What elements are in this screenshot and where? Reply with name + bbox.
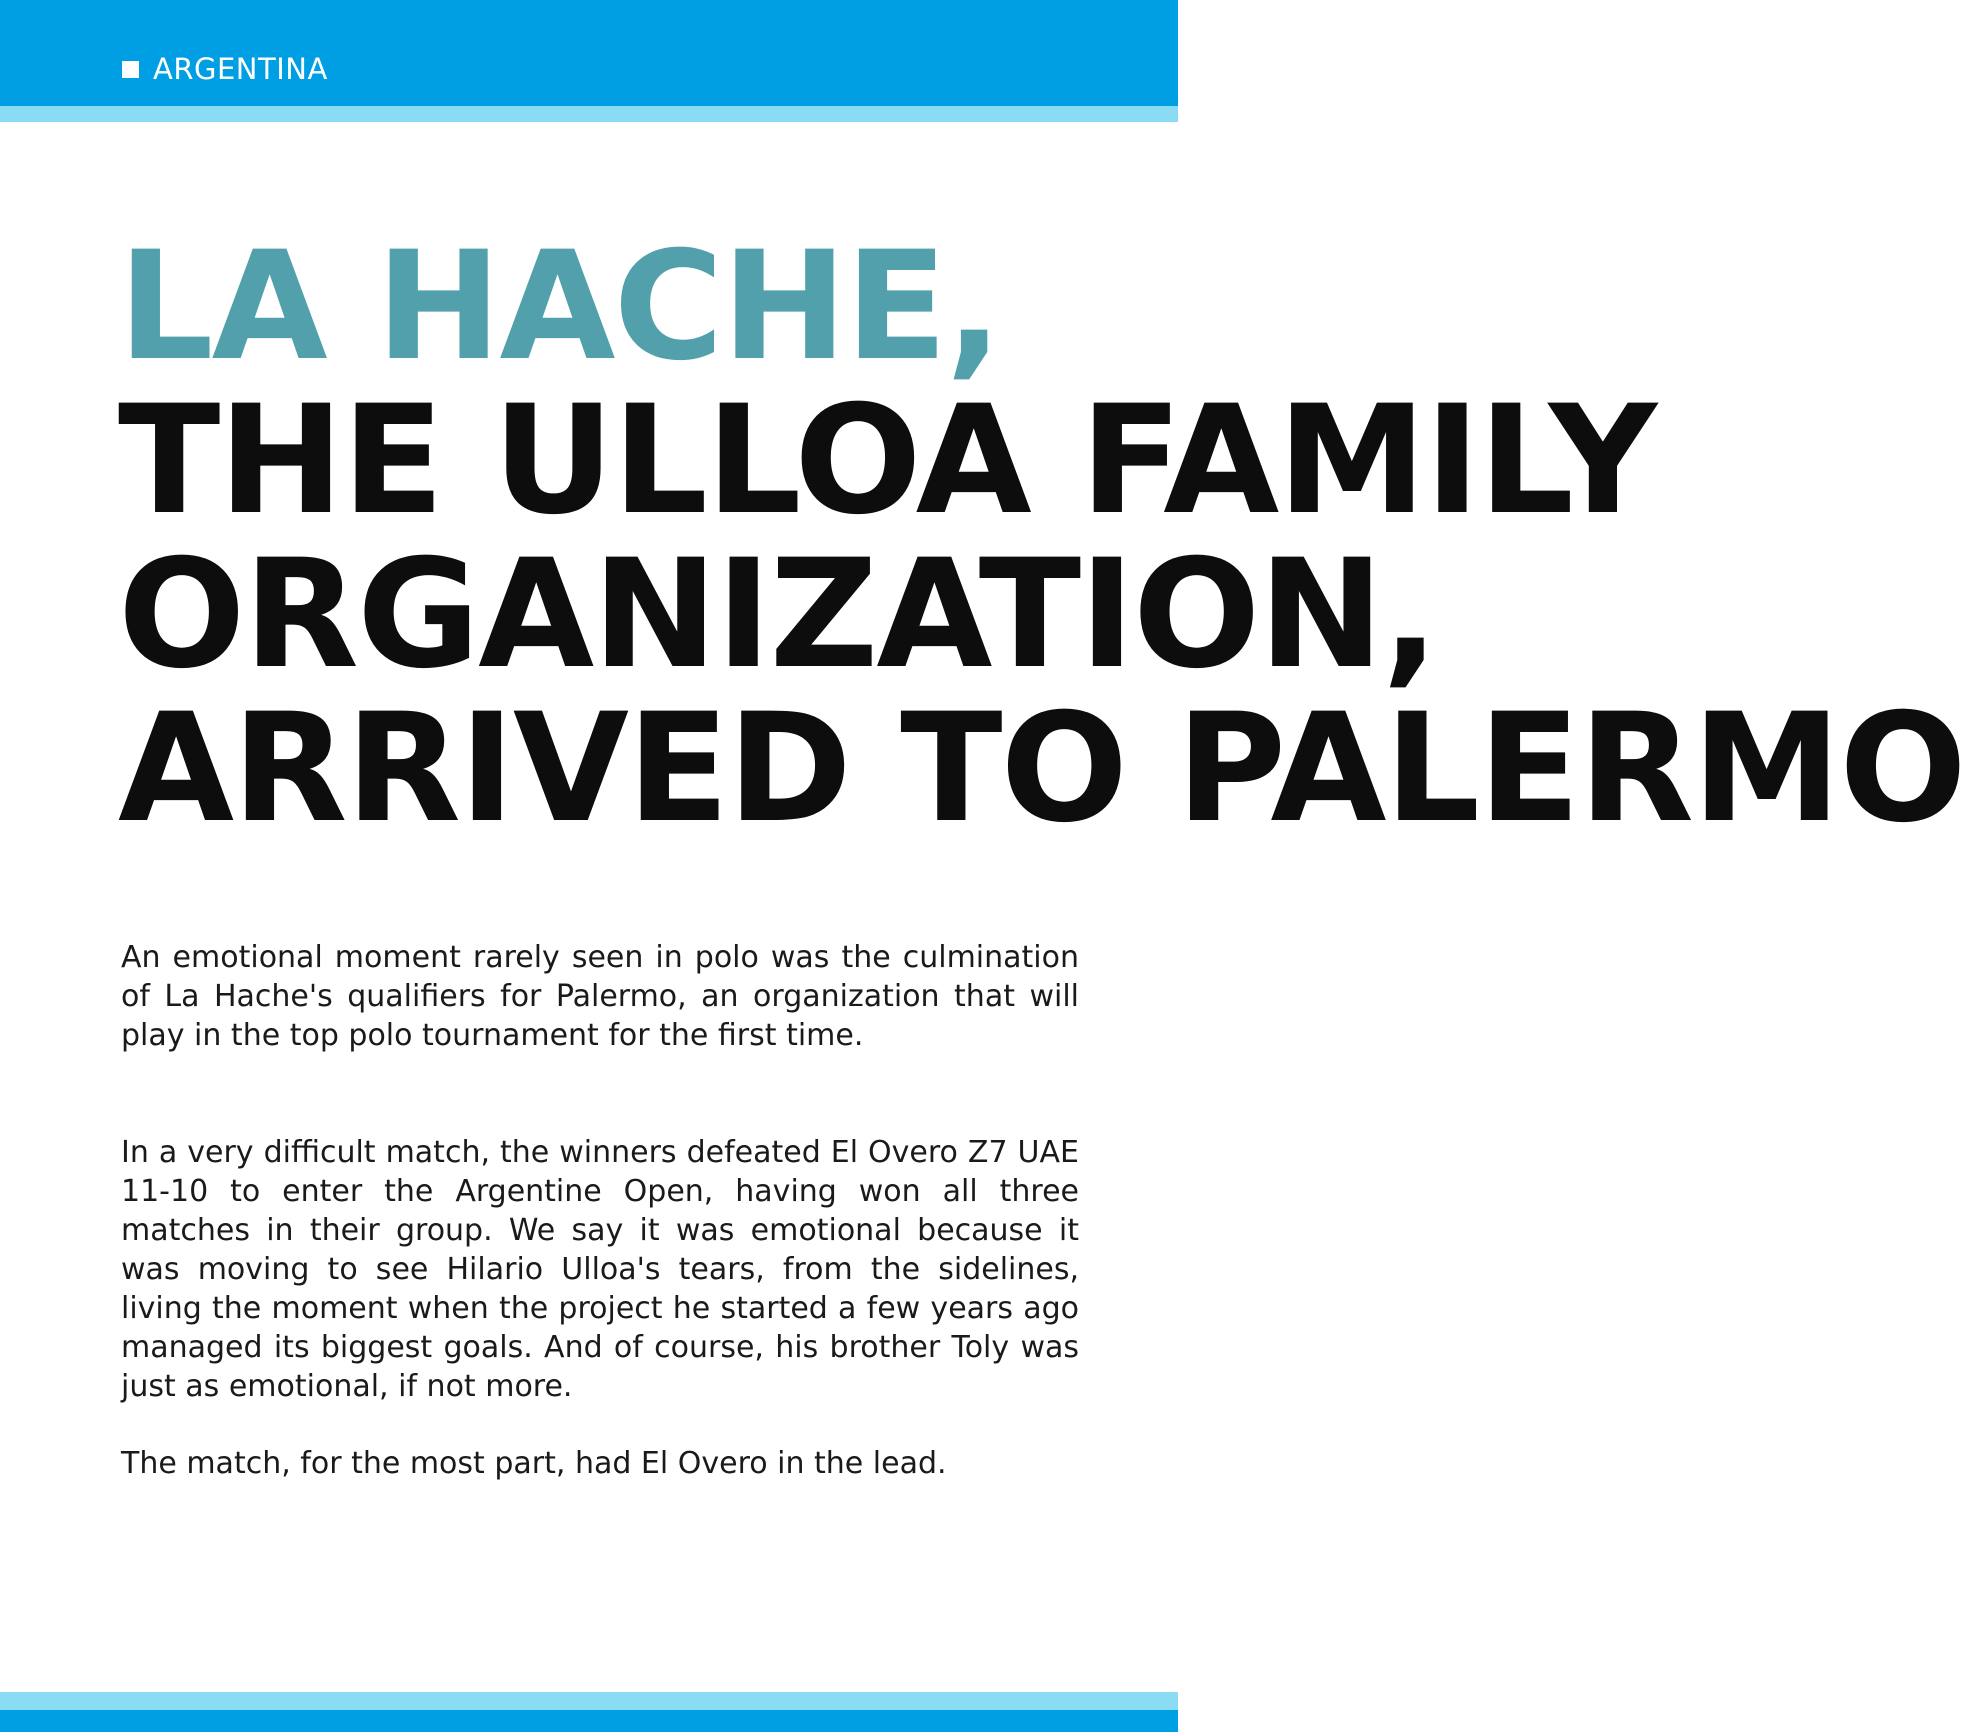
headline-line-3: ORGANIZATION, xyxy=(118,528,1437,702)
body-paragraph-3: The match, for the most part, had El Overo in the lead. xyxy=(121,1446,947,1481)
square-bullet-icon xyxy=(122,61,139,78)
section-label: ARGENTINA xyxy=(153,52,328,86)
headline xyxy=(118,220,1965,856)
headline-line-4: ARRIVED TO PALERMO xyxy=(118,682,1965,856)
headline-line-2: THE ULLOA FAMILY xyxy=(118,374,1656,548)
headline-line-1: LA HACHE, xyxy=(118,220,1001,394)
body-paragraph-2: In a very difficult match, the winners defeated El Overo Z7 UAE 11-10 to enter the Argentine Open, having won all three matches in their group. We say it was emotional because it was moving to see Hilario Ulloa's tears, from the sidelines, living the moment when the project he started a few years ago managed its biggest goals. And of course, his brother Toly was just as emotional, if not more. xyxy=(121,1135,1079,1404)
header-stripe xyxy=(0,106,1178,122)
footer-stripe xyxy=(0,1692,1178,1710)
body-paragraph-1: An emotional moment rarely seen in polo was the culmination of La Hache's qualifiers for Palermo, an organization that will play in the top polo tournament for the first time. xyxy=(121,940,1079,1053)
footer-bar xyxy=(0,1710,1178,1732)
